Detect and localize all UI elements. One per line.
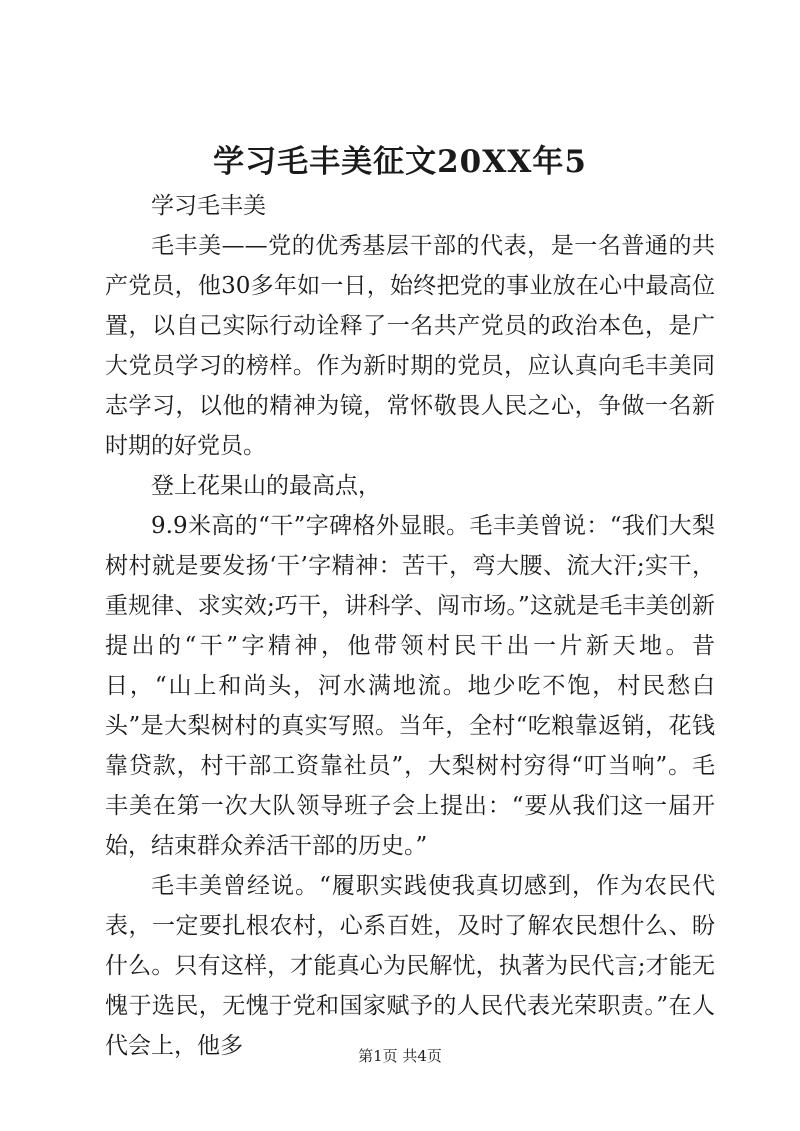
document-title: 学习毛丰美征文20XX年5 — [213, 144, 587, 180]
paragraph-intro: 毛丰美——党的优秀基层干部的代表，是一名普通的共产党员，他30多年如一日，始终把党的事业放在心中最高位置，以自己实际行动诠释了一名共产党员的政治本色，是广大党员学习的榜样。作为新时期的党员，应认真向毛丰美同志学习，以他的精神为镜，常怀敬畏人民之心，争做一名新时期的好党员。 — [105, 233, 715, 459]
paragraph-representative: 毛丰美曾经说。“履职实践使我真切感到，作为农民代表，一定要扎根农村，心系百姓，及时了解农民想什么、盼什么。只有这样，才能真心为民解忧，执著为民代言;才能无愧于选民，无愧于党和国家赋予的人民代表光荣职责。”在人代会上，他多 — [105, 873, 715, 1059]
paragraph-subtitle: 学习毛丰美 — [151, 193, 266, 219]
page-footer: 第1页 共4页 — [358, 1047, 442, 1065]
paragraph-mountain: 登上花果山的最高点， — [151, 473, 381, 499]
paragraph-gan-spirit: 9.9米高的“干”字碑格外显眼。毛丰美曾说：“我们大梨树村就是要发扬‘干’字精神：苦干，弯大腰、流大汗;实干，重规律、求实效;巧干，讲科学、闯市场。”这就是毛丰美创新提出的“干”字精神，他带领村民干出一片新天地。昔日，“山上和尚头，河水满地流。地少吃不饱，村民愁白头”是大梨树村的真实写照。当年，全村“吃粮靠返销，花钱靠贷款，村干部工资靠社员”，大梨树村穷得“叮当响”。毛丰美在第一次大队领导班子会上提出：“要从我们这一届开始，结束群众养活干部的历史。” — [105, 513, 715, 859]
document-body — [105, 186, 715, 1066]
